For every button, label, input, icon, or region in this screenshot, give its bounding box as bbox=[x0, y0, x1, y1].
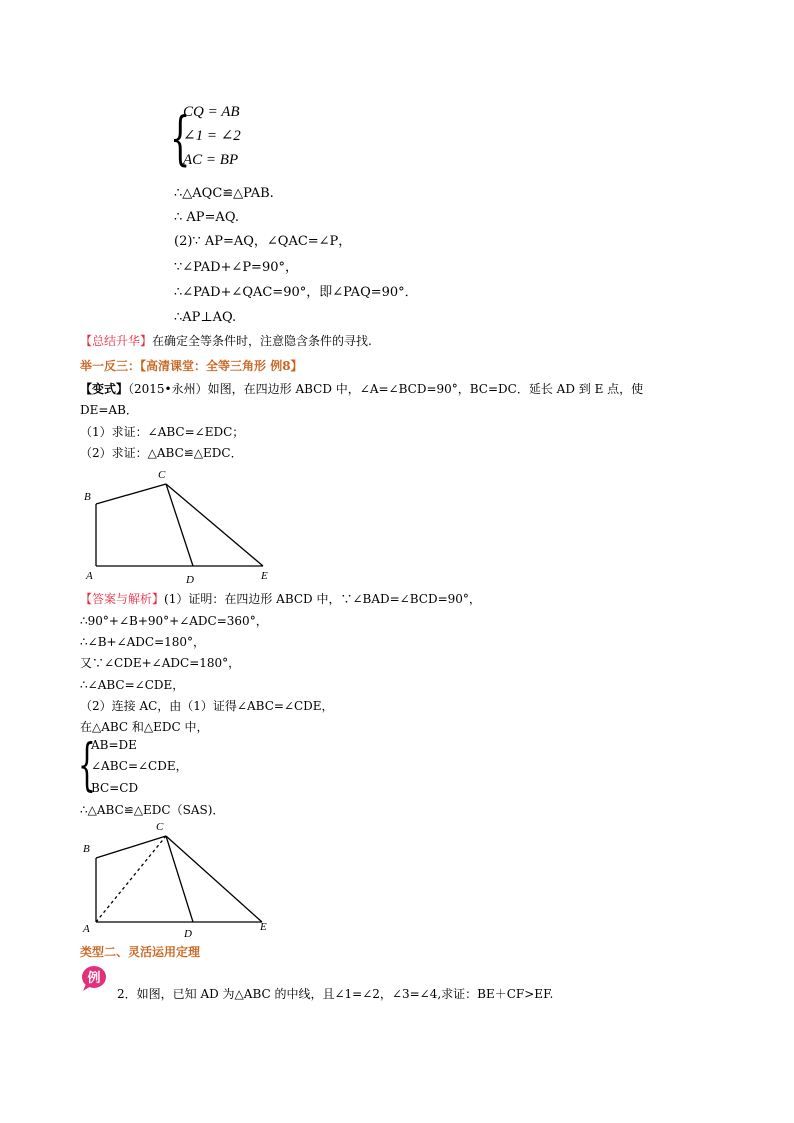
label-d: D bbox=[186, 574, 194, 586]
practice-tag: 举一反三： bbox=[80, 359, 141, 373]
answer-line: ∴△ABC≌△EDC（SAS)． bbox=[80, 803, 225, 817]
label-a: A bbox=[83, 923, 90, 935]
equation-line: AB=DE bbox=[91, 738, 137, 752]
figure-quadrilateral bbox=[80, 462, 280, 586]
answer-line: 又∵∠CDE+∠ADC=180°， bbox=[80, 656, 241, 670]
proof-line: ∴∠PAD+∠QAC=90°，即∠PAQ=90°． bbox=[174, 285, 418, 300]
equation-line: CQ = AB bbox=[183, 104, 240, 120]
summary-text: 在确定全等条件时，注意隐含条件的寻找. bbox=[152, 334, 372, 348]
label-c: C bbox=[156, 821, 164, 833]
proof-line: ∵∠PAD+∠P=90°， bbox=[174, 260, 298, 275]
answer-tag: 【答案与解析】 bbox=[80, 592, 165, 606]
figure-quadrilateral-with-diagonal bbox=[80, 816, 280, 940]
example-badge-icon bbox=[80, 964, 108, 992]
left-brace: { bbox=[170, 104, 191, 172]
answer-line bbox=[80, 591, 481, 607]
left-brace: { bbox=[78, 733, 96, 798]
answer-line: ∴∠B+∠ADC=180°， bbox=[80, 635, 206, 649]
proof-line: ∴△AQC≌△PAB. bbox=[174, 186, 274, 201]
proof-line: ∴AP⊥AQ. bbox=[174, 310, 237, 325]
summary-line bbox=[80, 333, 372, 349]
label-e: E bbox=[261, 570, 268, 582]
equation-line: BC=CD bbox=[91, 781, 139, 795]
label-b: B bbox=[84, 491, 91, 503]
equation-line: AC = BP bbox=[183, 152, 239, 168]
answer-line: ∴90°+∠B+90°+∠ADC=360°， bbox=[80, 614, 268, 628]
label-d: D bbox=[184, 928, 192, 940]
answer-text: (1）证明：在四边形 ABCD 中，∵∠BAD=∠BCD=90°， bbox=[164, 592, 481, 606]
practice-title: 【高清课堂：全等三角形 例8】 bbox=[140, 359, 303, 373]
label-e: E bbox=[260, 921, 267, 933]
segment-ac-dashed bbox=[96, 836, 166, 922]
equation-line: ∠ABC=∠CDE， bbox=[91, 759, 188, 773]
proof-line: ∴ AP=AQ. bbox=[174, 210, 239, 225]
segment-bc bbox=[96, 836, 166, 858]
example-problem: 2．如图，已知 AD 为△ABC 的中线，且∠1=∠2，∠3=∠4,求证：BE＋CF>EF. bbox=[117, 987, 554, 1001]
segment-cd bbox=[166, 484, 193, 566]
proof-line: (2)∵ AP=AQ，∠QAC=∠P， bbox=[174, 234, 352, 249]
answer-line: ∴∠ABC=∠CDE， bbox=[80, 678, 185, 692]
variant-text: （2015•永州）如图，在四边形 ABCD 中，∠A=∠BCD=90°，BC=DC．延长 AD 到 E 点，使 bbox=[128, 382, 644, 396]
summary-tag: 【总结升华】 bbox=[80, 334, 153, 348]
segment-bc bbox=[96, 484, 166, 504]
practice-heading bbox=[80, 358, 303, 374]
label-b: B bbox=[83, 843, 90, 855]
variant-line bbox=[80, 381, 643, 397]
question-2: （2）求证：△ABC≌△EDC． bbox=[80, 446, 243, 460]
svg-text:例: 例 bbox=[87, 971, 101, 986]
variant-line: DE=AB． bbox=[80, 403, 138, 417]
segment-ce bbox=[166, 484, 263, 566]
answer-line: （2）连接 AC，由（1）证得∠ABC=∠CDE， bbox=[80, 699, 334, 713]
equation-line: ∠1 = ∠2 bbox=[183, 128, 241, 144]
label-c: C bbox=[158, 469, 166, 481]
question-1: （1）求证：∠ABC=∠EDC； bbox=[80, 425, 245, 439]
segment-ce bbox=[166, 836, 262, 922]
variant-tag: 【变式】 bbox=[80, 382, 129, 396]
answer-line: 在△ABC 和△EDC 中， bbox=[80, 720, 209, 734]
label-a: A bbox=[86, 570, 93, 582]
section-heading: 类型二、灵活运用定理 bbox=[80, 945, 201, 959]
